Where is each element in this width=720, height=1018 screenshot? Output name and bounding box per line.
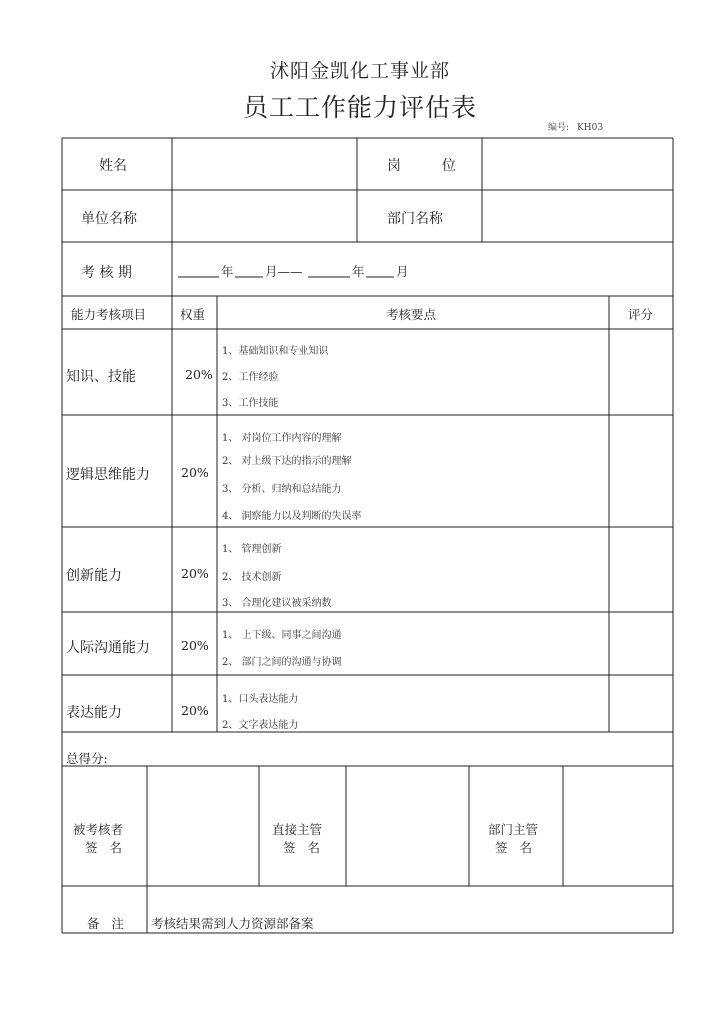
assessee-sign-label: 被考核者 — [73, 822, 124, 837]
row-item: 人际沟通能力 — [66, 640, 150, 656]
header-weight: 权重 — [180, 307, 206, 322]
score-cell[interactable] — [612, 418, 670, 524]
assessee-sign-sub: 签 名 — [85, 840, 122, 855]
row-point: 2、文字表达能力 — [222, 720, 299, 731]
row-item: 表达能力 — [66, 705, 122, 721]
row-point: 1、基础知识和专业知识 — [222, 346, 329, 357]
dept-supervisor-sign-field[interactable] — [566, 769, 670, 883]
row-weight: 20% — [181, 638, 209, 653]
row-item: 知识、技能 — [66, 369, 136, 385]
position-field[interactable] — [486, 144, 669, 186]
serial-value: KH03 — [577, 123, 604, 133]
period-month-start: 月—— — [265, 264, 303, 279]
row-weight: 20% — [181, 703, 209, 718]
dept-supervisor-sign-label: 部门主管 — [488, 822, 539, 837]
row-point: 1、 管理创新 — [222, 544, 282, 555]
unit-field[interactable] — [178, 196, 354, 238]
remarks-label: 备 注 — [87, 916, 124, 931]
unit-label: 单位名称 — [81, 211, 137, 227]
row-item: 逻辑思维能力 — [66, 467, 150, 483]
row-weight: 20% — [181, 566, 209, 581]
period-year-start: 年 — [221, 264, 234, 279]
header-item: 能力考核项目 — [71, 307, 147, 322]
direct-supervisor-sign-field[interactable] — [349, 769, 466, 883]
direct-supervisor-sign-sub: 签 名 — [283, 840, 320, 855]
score-cell[interactable] — [612, 530, 670, 609]
direct-supervisor-sign-label: 直接主管 — [272, 822, 323, 837]
score-cell[interactable] — [612, 615, 670, 672]
period-month-end: 月 — [396, 264, 409, 279]
row-point: 1、口头表达能力 — [222, 694, 299, 705]
serial-label: 编号: — [548, 123, 570, 133]
row-point: 3、 合理化建议被采纳数 — [222, 598, 332, 609]
name-label: 姓名 — [99, 158, 127, 174]
total-score-label: 总得分: — [66, 751, 108, 766]
row-item: 创新能力 — [66, 568, 122, 584]
remarks-text: 考核结果需到人力资源部备案 — [151, 916, 314, 931]
row-point: 4、 洞察能力以及判断的失误率 — [222, 511, 362, 522]
period-label: 考 核 期 — [81, 265, 132, 281]
row-point: 2、 对上级下达的指示的理解 — [222, 456, 352, 467]
score-cell[interactable] — [612, 332, 670, 412]
position-label: 岗 位 — [387, 158, 456, 174]
name-field[interactable] — [178, 144, 354, 186]
row-point: 1、 上下级、同事之间沟通 — [222, 630, 342, 641]
assessee-sign-field[interactable] — [150, 769, 256, 883]
header-points: 考核要点 — [386, 307, 437, 322]
dept-field[interactable] — [486, 196, 669, 238]
dept-supervisor-sign-sub: 签 名 — [495, 840, 532, 855]
dept-label: 部门名称 — [387, 211, 443, 227]
score-cell[interactable] — [612, 678, 670, 729]
row-point: 3、 分析、归纳和总结能力 — [222, 484, 342, 495]
row-point: 2、 部门之间的沟通与协调 — [222, 657, 342, 668]
row-weight: 20% — [181, 465, 209, 480]
row-point: 2、 技术创新 — [222, 572, 282, 583]
company-name: 沭阳金凯化工事业部 — [269, 60, 450, 82]
header-score: 评分 — [628, 307, 654, 322]
row-weight: 20% — [185, 367, 213, 382]
row-point: 1、 对岗位工作内容的理解 — [222, 433, 342, 444]
row-point: 3、工作技能 — [222, 398, 279, 409]
row-point: 2、工作经验 — [222, 372, 279, 383]
form-title: 员工工作能力评估表 — [242, 93, 477, 122]
period-year-end: 年 — [352, 264, 365, 279]
